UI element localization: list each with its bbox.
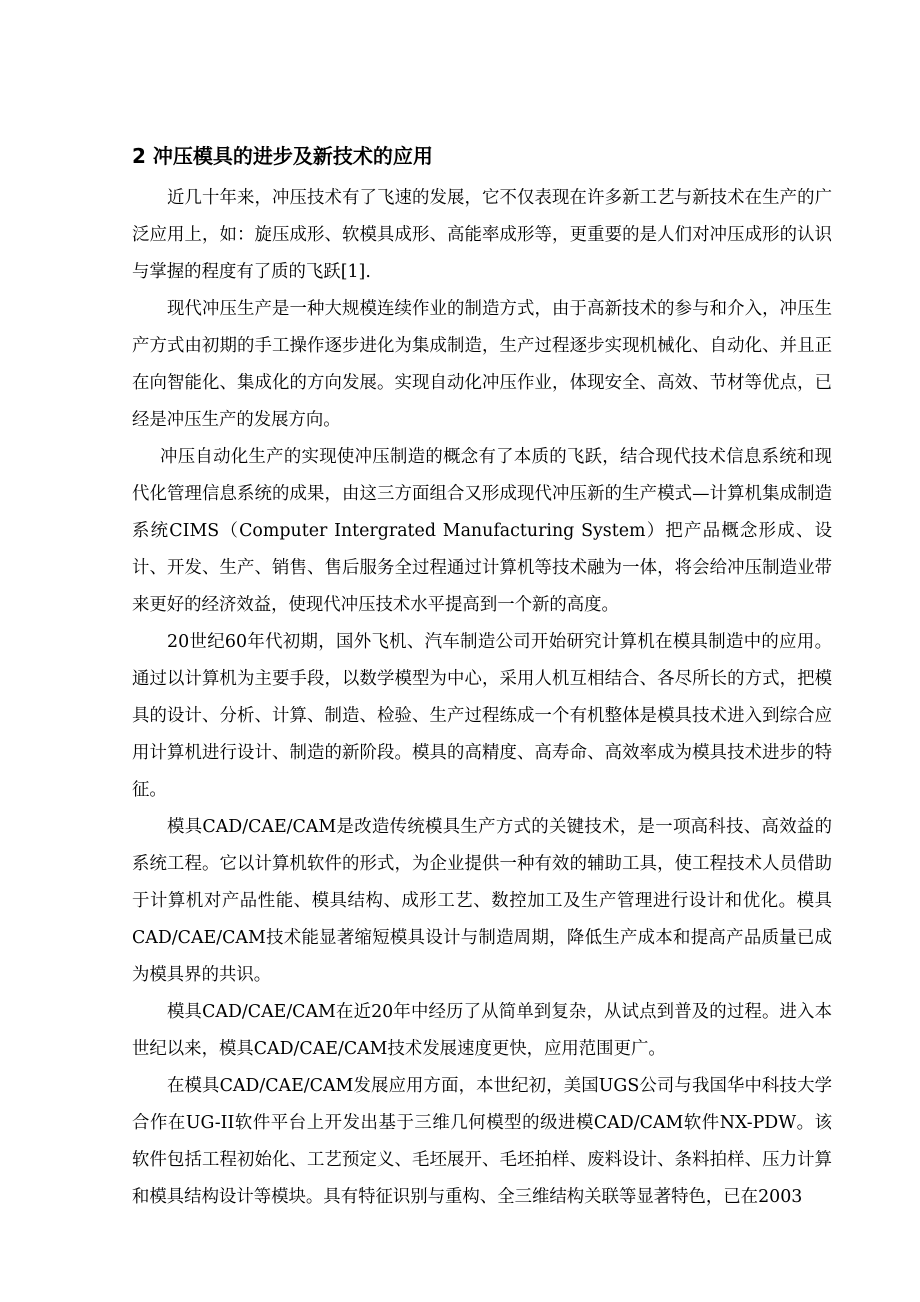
document-body [132, 140, 832, 1216]
paragraph-1: 近几十年来，冲压技术有了飞速的发展，它不仅表现在许多新工艺与新技术在生产的广泛应用上，如：旋压成形、软模具成形、高能率成形等，更重要的是人们对冲压成形的认识与掌握的程度有了质的飞跃[1]. [132, 188, 832, 282]
paragraph-5: 模具CAD/CAE/CAM是改造传统模具生产方式的关键技术，是一项高科技、高效益的系统工程。它以计算机软件的形式，为企业提供一种有效的辅助工具，使工程技术人员借助于计算机对产品性能、模具结构、成形工艺、数控加工及生产管理进行设计和优化。模具CAD/CAE/CAM技术能显著缩短模具设计与制造周期，降低生产成本和提高产品质量已成为模具界的共识。 [132, 817, 832, 985]
paragraph-2: 现代冲压生产是一种大规模连续作业的制造方式，由于高新技术的参与和介入，冲压生产方式由初期的手工操作逐步进化为集成制造，生产过程逐步实现机械化、自动化、并且正在向智能化、集成化的方向发展。实现自动化冲压作业，体现安全、高效、节材等优点，已经是冲压生产的发展方向。 [132, 299, 832, 430]
paragraph-3: 冲压自动化生产的实现使冲压制造的概念有了本质的飞跃，结合现代技术信息系统和现代化管理信息系统的成果，由这三方面组合又形成现代冲压新的生产模式—计算机集成制造系统CIMS（Computer Intergrated Manufacturing System）把产品概念形成、设计、开发、生产、销售、售后服务全过程通过计算机等技术融为一体，将会给冲压制造业带来更好的经济效益，使现代冲压技术水平提高到一个新的高度。 [132, 447, 832, 615]
paragraph-4: 20世纪60年代初期，国外飞机、汽车制造公司开始研究计算机在模具制造中的应用。通过以计算机为主要手段，以数学模型为中心，采用人机互相结合、各尽所长的方式，把模具的设计、分析、计算、制造、检验、生产过程练成一个有机整体是模具技术进入到综合应用计算机进行设计、制造的新阶段。模具的高精度、高寿命、高效率成为模具技术进步的特征。 [132, 632, 832, 800]
paragraph-6: 模具CAD/CAE/CAM在近20年中经历了从简单到复杂，从试点到普及的过程。进入本世纪以来，模具CAD/CAE/CAM技术发展速度更快，应用范围更广。 [132, 1002, 832, 1059]
section-heading: 2 冲压模具的进步及新技术的应用 [132, 144, 433, 168]
paragraph-7: 在模具CAD/CAE/CAM发展应用方面，本世纪初，美国UGS公司与我国华中科技大学合作在UG-II软件平台上开发出基于三维几何模型的级进模CAD/CAM软件NX-PDW。该软件包括工程初始化、工艺预定义、毛坯展开、毛坯拍样、废料设计、条料拍样、压力计算和模具结构设计等模块。具有特征识别与重构、全三维结构关联等显著特色，已在2003 [132, 1076, 832, 1207]
